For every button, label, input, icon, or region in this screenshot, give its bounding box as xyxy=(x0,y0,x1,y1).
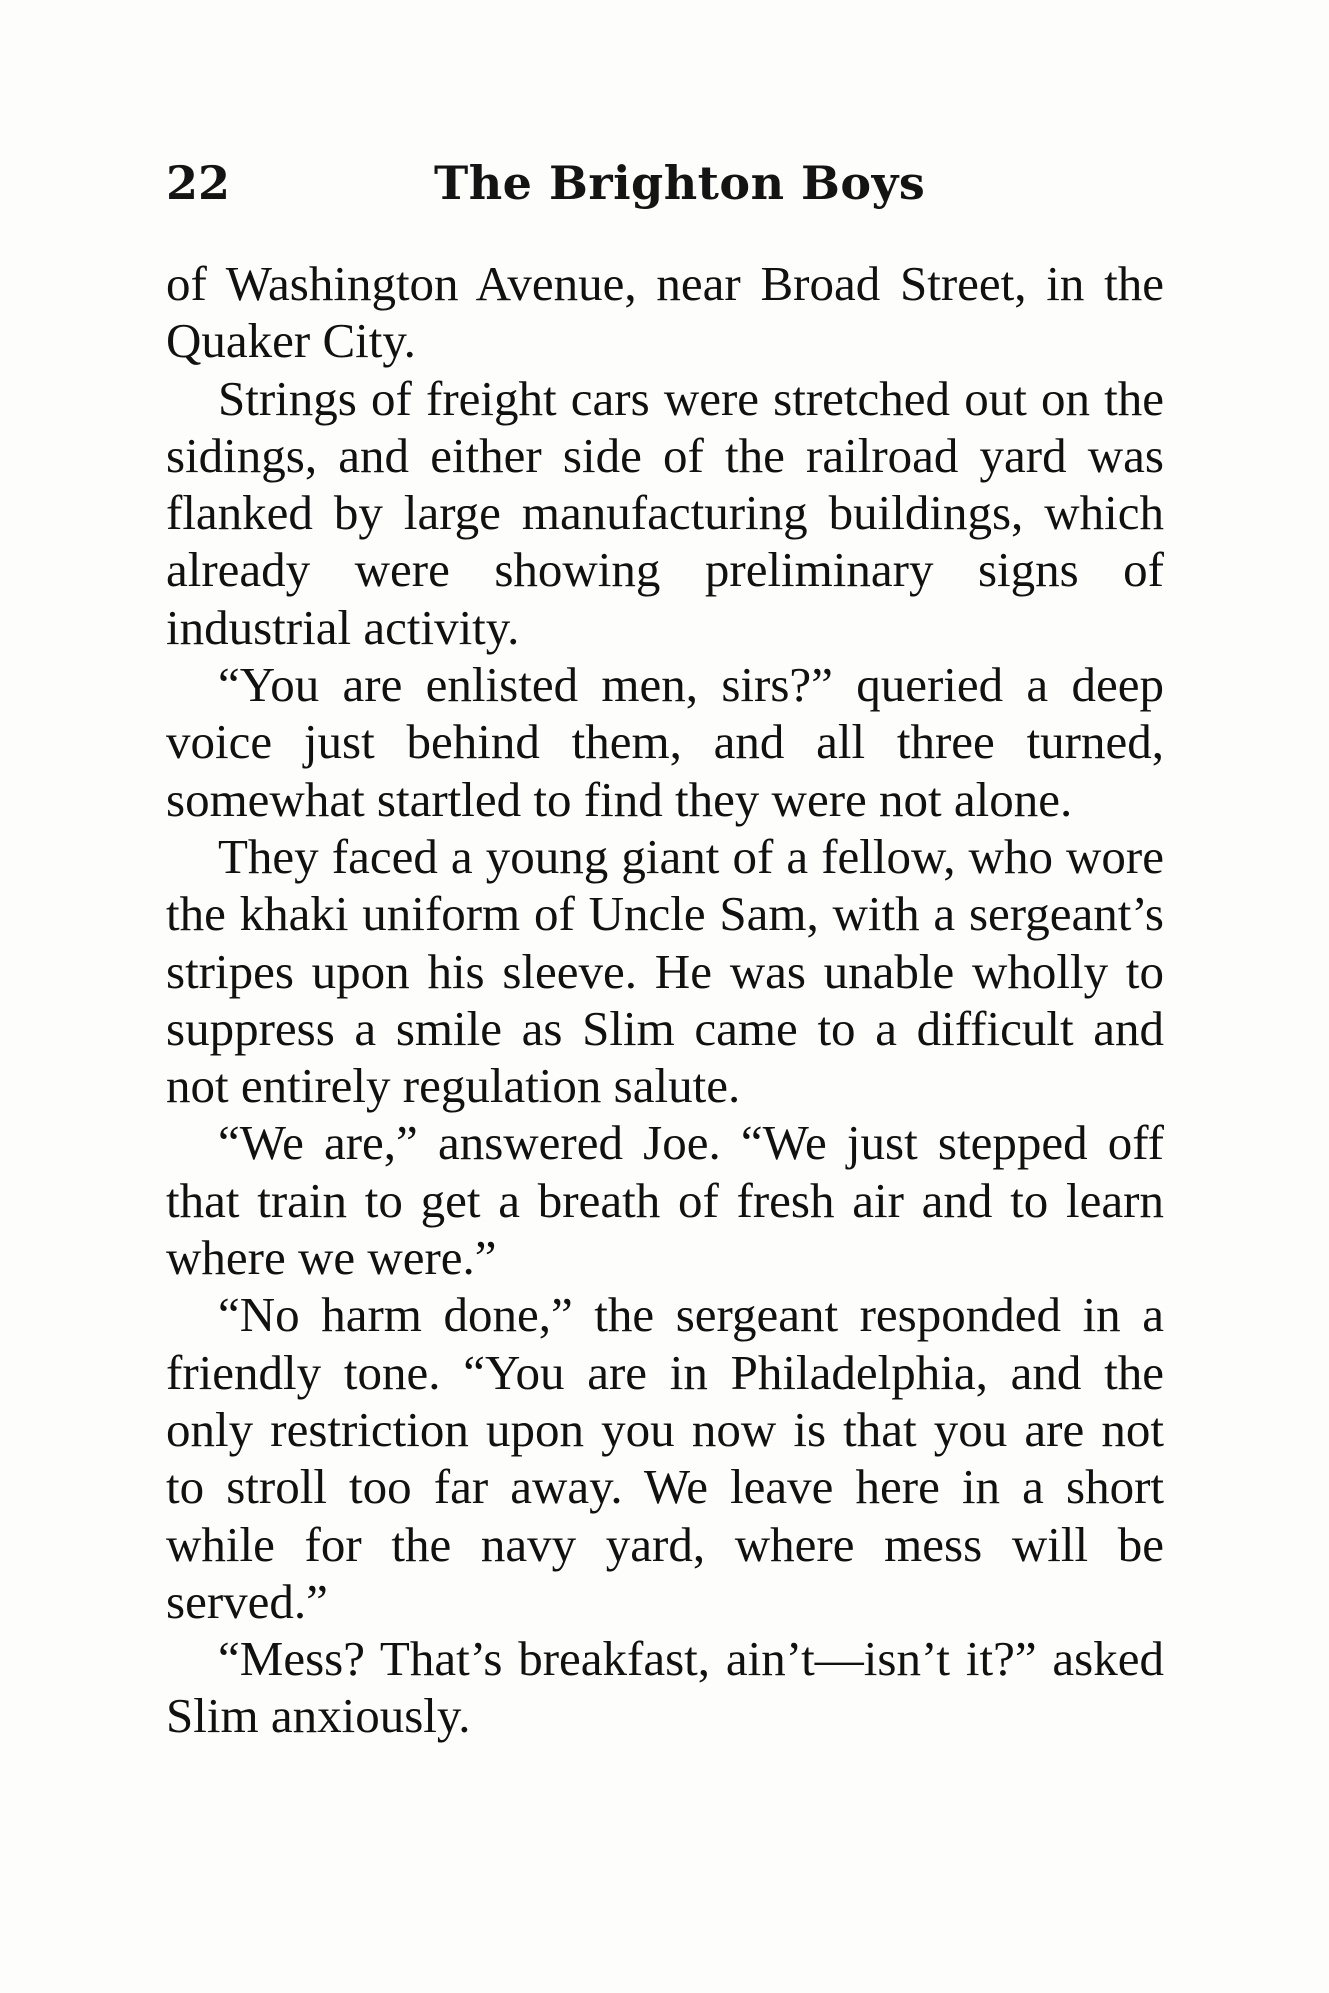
paragraph: They faced a young giant of a fellow, who wore the khaki uniform of Uncle Sam, with a sergeant’s stripes upon his sleeve. He was unable wholly to suppress a smile as Slim came to a difficult and not entirely regulation salute. xyxy=(166,828,1164,1114)
paragraph: “Mess? That’s breakfast, ain’t—isn’t it?” asked Slim anxiously. xyxy=(166,1631,1164,1744)
running-title: The Brighton Boys xyxy=(434,156,926,210)
paragraph: “You are enlisted men, sirs?” queried a deep voice just behind them, and all three turned, somewhat startled to find they were not alone. xyxy=(166,657,1164,827)
body-text xyxy=(166,255,1164,1745)
paragraph: “No harm done,” the sergeant responded in a friendly tone. “You are in Philadelphia, and the only restriction upon you now is that you are not to stroll too far away. We leave here in a short while for the navy yard, where mess will be served.” xyxy=(166,1287,1164,1629)
paragraph: Strings of freight cars were stretched out on the sidings, and either side of the railroad yard was flanked by large manufacturing buildings, which already were showing preliminary signs of industrial activity. xyxy=(166,370,1164,655)
paragraph: “We are,” answered Joe. “We just stepped off that train to get a breath of fresh air and to learn where we were.” xyxy=(166,1115,1164,1286)
paragraph: of Washington Avenue, near Broad Street, in the Quaker City. xyxy=(166,256,1164,369)
page-header xyxy=(166,148,1166,218)
page-number: 22 xyxy=(166,156,231,210)
